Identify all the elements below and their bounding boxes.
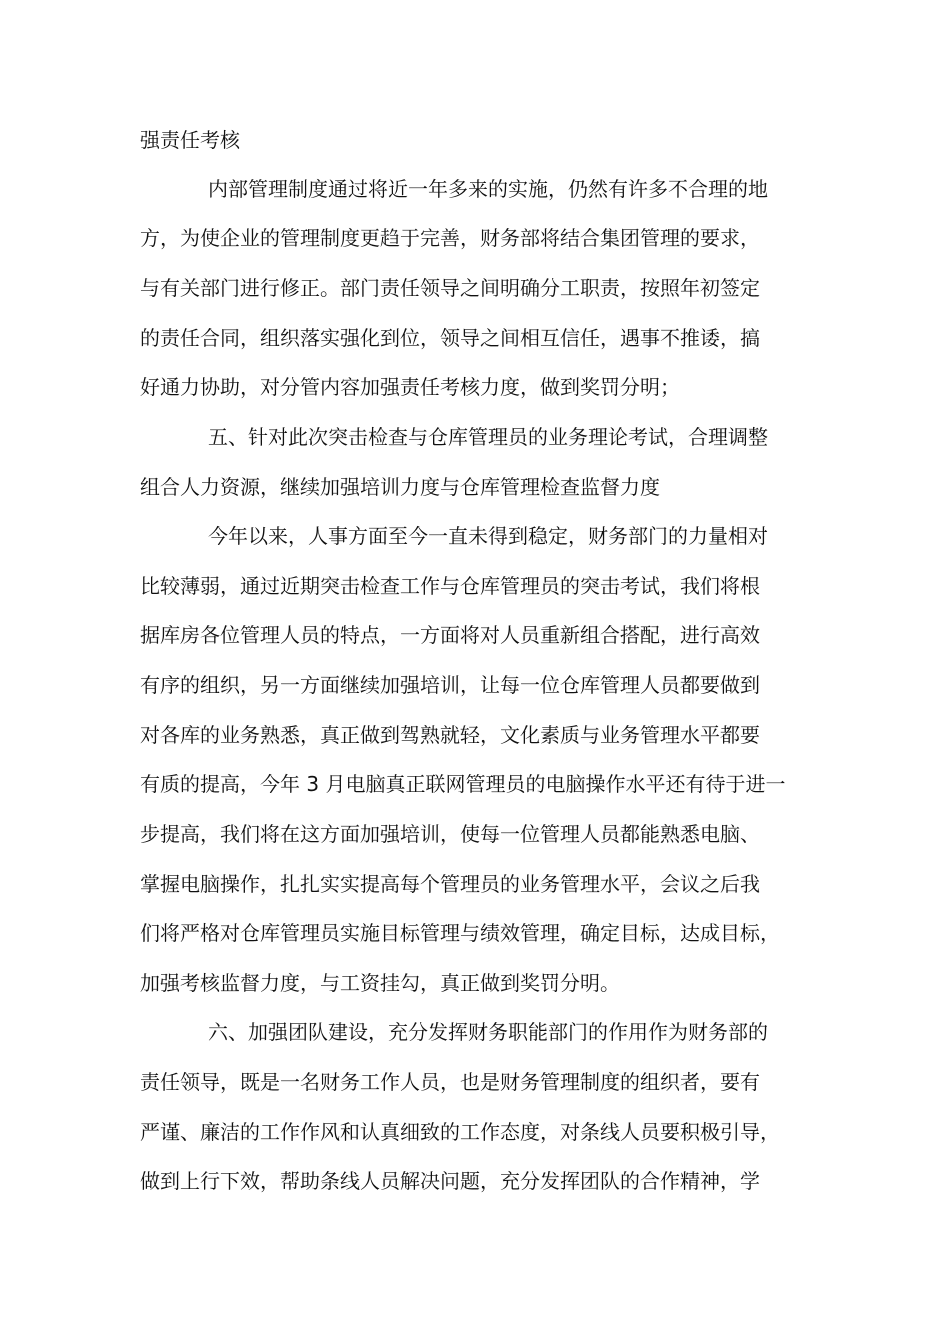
text-line: 掌握电脑操作，扎扎实实提高每个管理员的业务管理水平，会议之后我 [140,872,760,896]
paragraph-start-line: 内部管理制度通过将近一年多来的实施，仍然有许多不合理的地 [208,177,768,201]
text-line: 做到上行下效，帮助条线人员解决问题，充分发挥团队的合作精神，学 [140,1169,760,1193]
text-line: 好通力协助，对分管内容加强责任考核力度，做到奖罚分明； [140,375,680,399]
text-line: 有质的提高，今年 3 月电脑真正联网管理员的电脑操作水平还有待于进一 [140,772,786,796]
text-line: 加强考核监督力度，与工资挂勾，真正做到奖罚分明。 [140,971,620,995]
text-line: 方，为使企业的管理制度更趋于完善，财务部将结合集团管理的要求， [140,226,760,250]
section-heading-line: 组合人力资源，继续加强培训力度与仓库管理检查监督力度 [140,475,660,499]
text-line: 有序的组织，另一方面继续加强培训，让每一位仓库管理人员都要做到 [140,673,760,697]
text-line: 的责任合同，组织落实强化到位，领导之间相互信任，遇事不推诿，搞 [140,326,760,350]
section-heading-line: 六、加强团队建设，充分发挥财务职能部门的作用作为财务部的 [208,1020,768,1044]
text-line: 比较薄弱，通过近期突击检查工作与仓库管理员的突击考试，我们将根 [140,574,760,598]
text-line: 强责任考核 [140,128,240,152]
text-line: 们将严格对仓库管理员实施目标管理与绩效管理，确定目标，达成目标， [140,921,780,945]
text-line: 对各库的业务熟悉，真正做到驾熟就轻，文化素质与业务管理水平都要 [140,723,760,747]
text-line: 责任领导，既是一名财务工作人员，也是财务管理制度的组织者，要有 [140,1070,760,1094]
text-line: 与有关部门进行修正。部门责任领导之间明确分工职责，按照年初签定 [140,276,760,300]
section-heading-line: 五、针对此次突击检查与仓库管理员的业务理论考试，合理调整 [208,425,768,449]
paragraph-start-line: 今年以来，人事方面至今一直未得到稳定，财务部门的力量相对 [208,524,768,548]
text-line: 步提高，我们将在这方面加强培训，使每一位管理人员都能熟悉电脑、 [140,822,760,846]
text-line: 据库房各位管理人员的特点，一方面将对人员重新组合搭配，进行高效 [140,623,760,647]
text-line: 严谨、廉洁的工作作风和认真细致的工作态度，对条线人员要积极引导， [140,1120,780,1144]
